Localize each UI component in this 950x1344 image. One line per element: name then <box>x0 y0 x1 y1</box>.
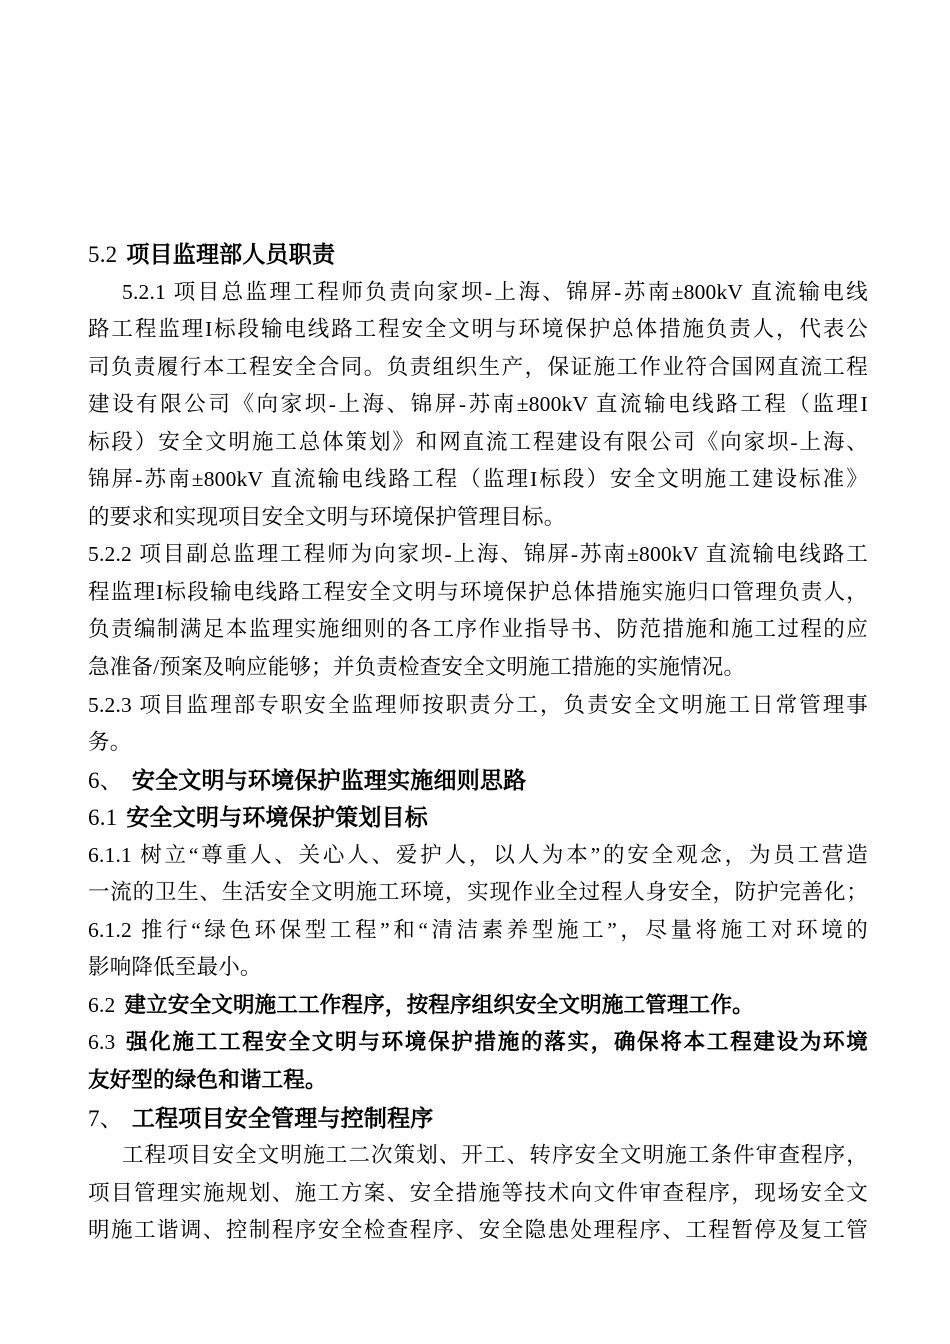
line-text: 的要求和实现项目安全文明与环境保护管理目标。 <box>88 504 566 529</box>
text-line <box>88 274 868 312</box>
text-line <box>88 1024 868 1062</box>
line-text: 5.2.1 项目总监理工程师负责向家坝-上海、锦屏-苏南±800kV 直流输电线 <box>122 279 868 304</box>
text-line <box>88 912 868 950</box>
heading-number: 7、 <box>88 1105 123 1131</box>
line-text: 强化施工工程安全文明与环境保护措施的落实，确保将本工程建设为环境 <box>124 1030 868 1055</box>
line-text: 影响降低至最小。 <box>88 955 262 980</box>
line-text: 建立安全文明施工工作程序，按程序组织安全文明施工管理工作。 <box>124 992 754 1017</box>
document-page <box>88 236 868 1250</box>
line-text: 标段）安全文明施工总体策划》和网直流工程建设有限公司《向家坝-上海、 <box>88 429 868 454</box>
line-text: 6.1.1 树立“尊重人、关心人、爱护人，以人为本”的安全观念，为员工营造 <box>88 842 868 867</box>
line-text: 急准备/预案及响应能够；并负责检查安全文明施工措施的实施情况。 <box>88 655 746 680</box>
section-heading <box>88 236 868 274</box>
section-heading <box>88 799 868 837</box>
line-text: 锦屏-苏南±800kV 直流输电线路工程（监理I标段）安全文明施工建设标准》 <box>88 467 868 492</box>
line-text: 6.1.2 推行“绿色环保型工程”和“清洁素养型施工”，尽量将施工对环境的 <box>88 917 868 942</box>
text-line <box>88 987 868 1025</box>
text-line <box>88 499 868 537</box>
line-text: 5.2.3 项目监理部专职安全监理师按职责分工，负责安全文明施工日常管理事 <box>88 692 868 717</box>
heading-text: 工程项目安全管理与控制程序 <box>131 1105 434 1131</box>
section-heading <box>88 762 868 800</box>
line-text: 一流的卫生、生活安全文明施工环境，实现作业全过程人身安全，防护完善化； <box>88 880 868 905</box>
heading-number: 6.3 <box>88 1030 116 1055</box>
heading-text: 安全文明与环境保护监理实施细则思路 <box>131 767 527 793</box>
heading-number: 6.1 <box>88 805 118 831</box>
heading-text: 项目监理部人员职责 <box>126 242 336 267</box>
line-text: 建设有限公司《向家坝-上海、锦屏-苏南±800kV 直流输电线路工程（监理I <box>88 392 868 417</box>
line-text: 司负责履行本工程安全合同。负责组织生产，保证施工作业符合国网直流工程 <box>88 354 868 379</box>
line-text: 工程项目安全文明施工二次策划、开工、转序安全文明施工条件审查程序， <box>122 1143 868 1168</box>
text-line <box>88 1062 868 1100</box>
heading-number: 6.2 <box>88 992 116 1017</box>
line-text: 友好型的绿色和谐工程。 <box>88 1068 327 1093</box>
text-line <box>88 1212 868 1250</box>
text-line <box>88 1175 868 1213</box>
line-text: 程监理I标段输电线路工程安全文明与环境保护总体措施实施归口管理负责人， <box>88 579 868 604</box>
text-line <box>88 611 868 649</box>
text-line <box>88 386 868 424</box>
text-line <box>88 949 868 987</box>
heading-number: 5.2 <box>88 242 118 267</box>
text-line <box>88 874 868 912</box>
line-text: 项目管理实施规划、施工方案、安全措施等技术向文件审查程序，现场安全文 <box>88 1180 868 1205</box>
text-line <box>88 1137 868 1175</box>
line-text: 5.2.2 项目副总监理工程师为向家坝-上海、锦屏-苏南±800kV 直流输电线路工 <box>88 542 868 567</box>
text-line <box>88 649 868 687</box>
line-text: 路工程监理I标段输电线路工程安全文明与环境保护总体措施负责人，代表公 <box>88 317 868 342</box>
text-line <box>88 574 868 612</box>
heading-number: 6、 <box>88 767 123 793</box>
line-text: 明施工谐调、控制程序安全检查程序、安全隐患处理程序、工程暂停及复工管 <box>88 1218 868 1243</box>
text-line <box>88 424 868 462</box>
text-line <box>88 724 868 762</box>
section-heading <box>88 1100 868 1138</box>
text-line <box>88 687 868 725</box>
text-line <box>88 536 868 574</box>
text-line <box>88 349 868 387</box>
heading-text: 安全文明与环境保护策划目标 <box>126 805 428 831</box>
text-line <box>88 461 868 499</box>
line-text: 务。 <box>88 730 132 755</box>
line-text: 负责编制满足本监理实施细则的各工序作业指导书、防范措施和施工过程的应 <box>88 617 868 642</box>
text-line <box>88 311 868 349</box>
text-line <box>88 837 868 875</box>
